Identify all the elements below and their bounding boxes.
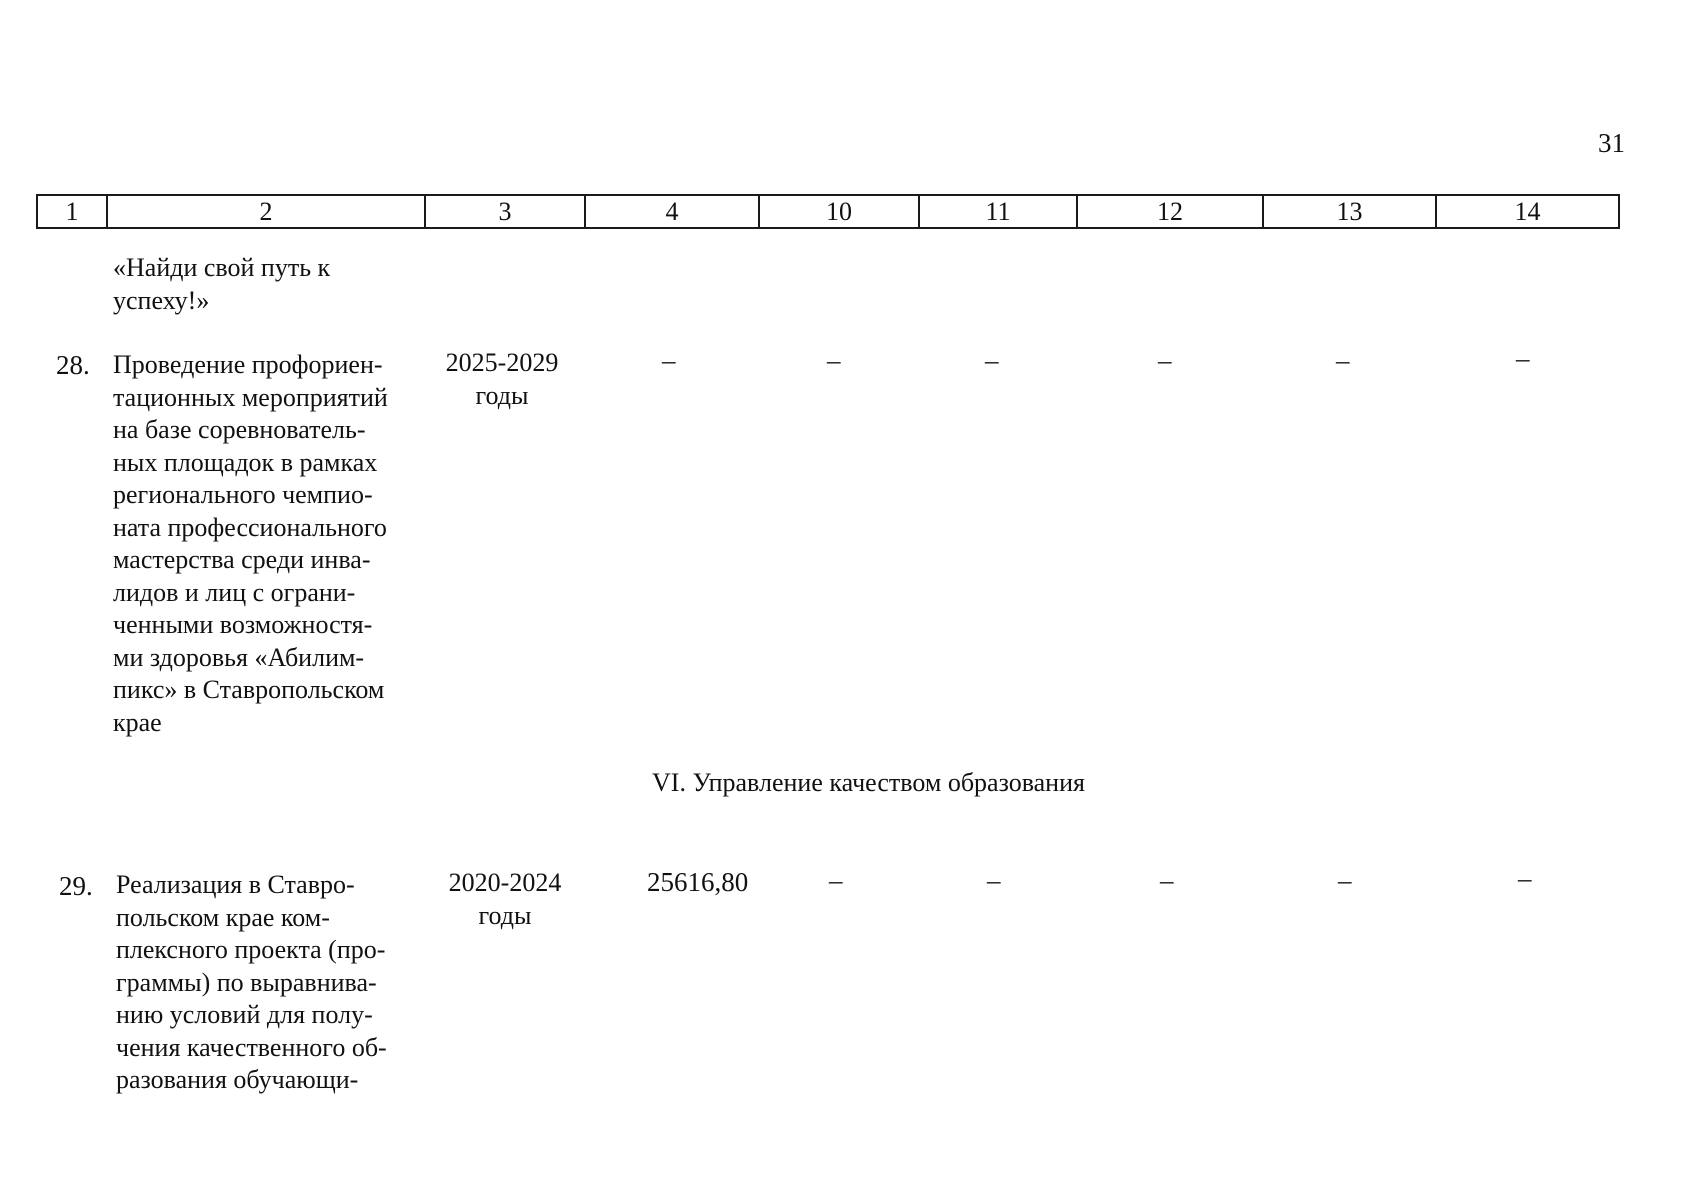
value-col-12: –: [1158, 345, 1172, 375]
column-header-10: 10: [759, 195, 919, 228]
text-line: мастерства среди инва-: [113, 545, 371, 574]
column-header-3: 3: [425, 195, 585, 228]
text-line: разования обучающи-: [116, 1065, 359, 1094]
column-header-13: 13: [1263, 195, 1436, 228]
column-header-12: 12: [1077, 195, 1263, 228]
value-col-10: –: [827, 345, 841, 375]
column-header-2: 2: [107, 195, 425, 228]
value-col-12: –: [1160, 865, 1174, 895]
continuation-text: [113, 252, 421, 317]
value-col-14: –: [1516, 343, 1530, 373]
text-line: ната профессионального: [113, 512, 387, 542]
column-header-1: 1: [37, 195, 107, 228]
row-description: [116, 869, 424, 1097]
text-line: Проведение профориен-: [113, 350, 383, 379]
text-line: «Найди свой путь к: [113, 253, 331, 282]
text-line: чения качественного об-: [116, 1032, 387, 1062]
row-period: [427, 347, 577, 412]
value-col-4: 25616,80: [647, 867, 749, 897]
text-line: пикс» в Ставропольском: [113, 675, 385, 704]
text-line: плексного проекта (про-: [116, 935, 386, 964]
value-col-4: –: [662, 345, 676, 375]
text-line: ных площадок в рамках: [113, 447, 378, 477]
period-unit: годы: [475, 380, 529, 410]
text-line: регионального чемпио-: [113, 480, 373, 509]
text-line: на базе соревнователь-: [113, 415, 366, 444]
row-number: 29.: [59, 871, 93, 901]
row-period: [430, 867, 580, 932]
value-col-11: –: [987, 865, 1001, 895]
text-line: нию условий для полу-: [116, 1000, 373, 1029]
text-line: граммы) по выравнива-: [116, 967, 377, 997]
text-line: польском крае ком-: [116, 902, 330, 932]
period-years: 2025-2029: [445, 348, 559, 377]
section-title: VI. Управление качеством образования: [652, 768, 1085, 797]
period-unit: годы: [478, 900, 532, 930]
value-col-13: –: [1336, 345, 1350, 375]
row-number: 28.: [56, 350, 90, 380]
value-col-14: –: [1518, 863, 1532, 893]
text-line: ченными возможностя-: [113, 610, 373, 639]
period-years: 2020-2024: [448, 868, 562, 897]
column-header-4: 4: [585, 195, 759, 228]
text-line: тационных мероприятий: [113, 382, 388, 412]
value-col-11: –: [985, 345, 999, 375]
column-header-11: 11: [919, 195, 1077, 228]
text-line: крае: [113, 707, 162, 737]
text-line: лидов и лиц с ограни-: [113, 577, 356, 607]
column-header-14: 14: [1436, 195, 1619, 228]
row-description: [113, 349, 421, 739]
value-col-13: –: [1338, 865, 1352, 895]
column-header-row: [36, 194, 1620, 229]
text-line: Реализация в Ставро-: [116, 870, 355, 899]
page-number: 31: [1598, 128, 1625, 158]
value-col-10: –: [829, 865, 843, 895]
text-line: ми здоровья «Абилим-: [113, 642, 365, 672]
text-line: успеху!»: [113, 285, 210, 315]
